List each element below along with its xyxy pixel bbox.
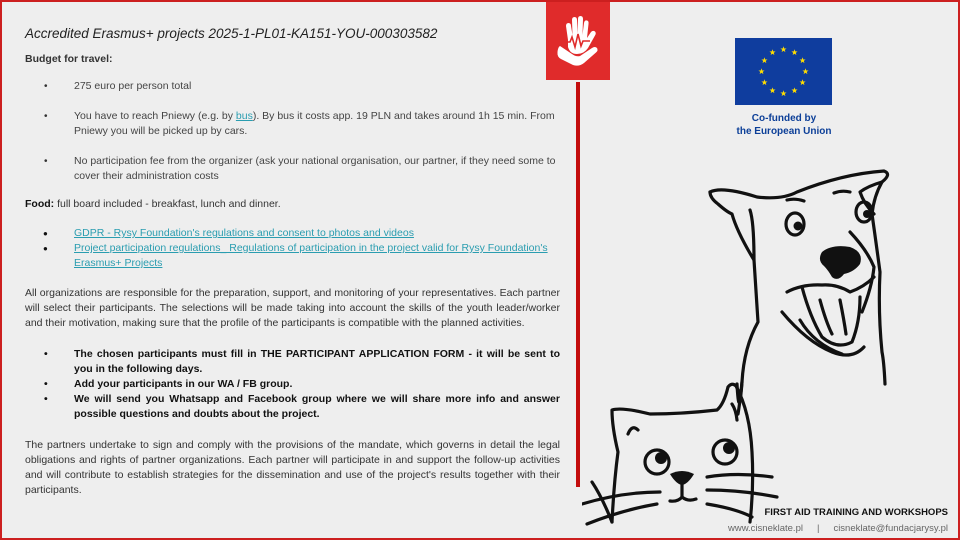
- footer-title: FIRST AID TRAINING AND WORKSHOPS: [764, 507, 948, 518]
- list-item: • Add your participants in our WA / FB group.: [25, 377, 560, 392]
- list-item: [25, 226, 560, 241]
- list-item: [25, 241, 560, 271]
- cat-whisker-r1: [707, 475, 772, 478]
- footer-separator: |: [816, 523, 820, 534]
- eu-line-1: Co-funded by: [751, 113, 817, 124]
- divider-line: [576, 82, 580, 487]
- footer-contact: [728, 523, 948, 534]
- food-line: [25, 197, 560, 212]
- eu-star: [791, 87, 797, 93]
- budget-list: [25, 79, 560, 184]
- cat-whisker-r3: [707, 504, 752, 517]
- cat-right-ear-inner: [732, 404, 737, 420]
- gdpr-link[interactable]: GDPR - Rysy Foundation's regulations and consent to photos and videos: [74, 227, 414, 239]
- dog-mouth: [787, 277, 874, 292]
- eu-star: [761, 79, 767, 85]
- budget-heading: Budget for travel:: [25, 53, 113, 65]
- eu-star: [791, 49, 797, 55]
- eu-cofunded-label: [718, 112, 850, 138]
- mandate-paragraph: The partners undertake to sign and comply with the provisions of the mandate, which governs in detail the legal obligations and rights of partner organizations. Each partner will participate in and support the follow-up activities and will contribute to establish strategies for the dissemination and use of the project's results together with their participants.: [25, 438, 560, 497]
- list-item: • 275 euro per person total: [25, 79, 560, 94]
- bus-link[interactable]: bus: [235, 110, 253, 122]
- dog-chin: [782, 312, 864, 355]
- cat-nose: [670, 471, 694, 485]
- first-aid-hands-icon: [546, 2, 610, 80]
- eu-star: [780, 90, 786, 96]
- regulations-link[interactable]: Project participation regulations_ Regulations of participation in the project valid for Rysy Foundation's Erasmus+ Projects: [74, 242, 548, 269]
- website-link[interactable]: www.cisneklate.pl: [727, 523, 803, 534]
- list-item: • The chosen participants must fill in THE PARTICIPANT APPLICATION FORM - it will be sent to you in the following days.: [25, 347, 560, 377]
- eu-line-2: the European Union: [736, 126, 832, 137]
- list-item: • We will send you Whatsapp and Facebook group where we will share more info and answer possible questions and doubts about the project.: [25, 392, 560, 422]
- cat-whisker-l1: [582, 492, 660, 504]
- eu-star: [780, 46, 786, 52]
- instructions-list: [25, 347, 560, 422]
- bus-text-pre: You have to reach Pniewy (e.g. by: [74, 110, 236, 122]
- food-label: Food:: [25, 198, 55, 210]
- email-link[interactable]: cisneklate@fundacjarysy.pl: [833, 523, 948, 534]
- cat-whisker-l2: [587, 504, 657, 524]
- dog-jaw: [850, 232, 874, 312]
- eu-star: [800, 57, 806, 63]
- dog-left-ear: [710, 192, 754, 260]
- food-text: full board included - breakfast, lunch and dinner.: [54, 198, 281, 210]
- logo: [546, 2, 610, 80]
- dog-neck: [737, 260, 758, 403]
- eu-star: [761, 57, 767, 63]
- eu-star: [800, 79, 806, 85]
- eu-star: [758, 68, 764, 74]
- list-item: • No participation fee from the organizer (ask your national organisation, our partner, if they need some to cover their administration costs: [25, 154, 560, 184]
- cat-whisker-r2: [707, 490, 777, 497]
- list-item: [25, 109, 560, 139]
- eu-flag-icon: [735, 38, 832, 105]
- dog-and-cat-illustration: [582, 152, 957, 537]
- eu-star: [802, 68, 808, 74]
- dog-nose: [820, 246, 861, 279]
- page-title: Accredited Erasmus+ projects 2025-1-PL01-KA151-YOU-000303582: [25, 26, 438, 41]
- eu-star: [769, 87, 775, 93]
- bus-text-post: ). By bus it costs app. 19 PLN and takes around 1h 15 min. From Pniewy you will be picked up by cars.: [74, 110, 555, 137]
- responsibility-paragraph: All organizations are responsible for the preparation, support, and monitoring of your representatives. Each partner will select their participants. The selections will be made taking into account the skills of the youth leader/worker and their motivation, making sure that the profile of the participants is compatible with the planned activities.: [25, 287, 560, 330]
- dog-brow-right: [834, 191, 850, 193]
- dog-brow-left: [787, 199, 804, 201]
- cat-left-ear-inner: [628, 428, 638, 434]
- links-list: [25, 226, 560, 271]
- eu-star: [769, 49, 775, 55]
- eu-stars: [735, 38, 832, 105]
- cat-mouth: [670, 482, 696, 501]
- content-column: [25, 26, 560, 498]
